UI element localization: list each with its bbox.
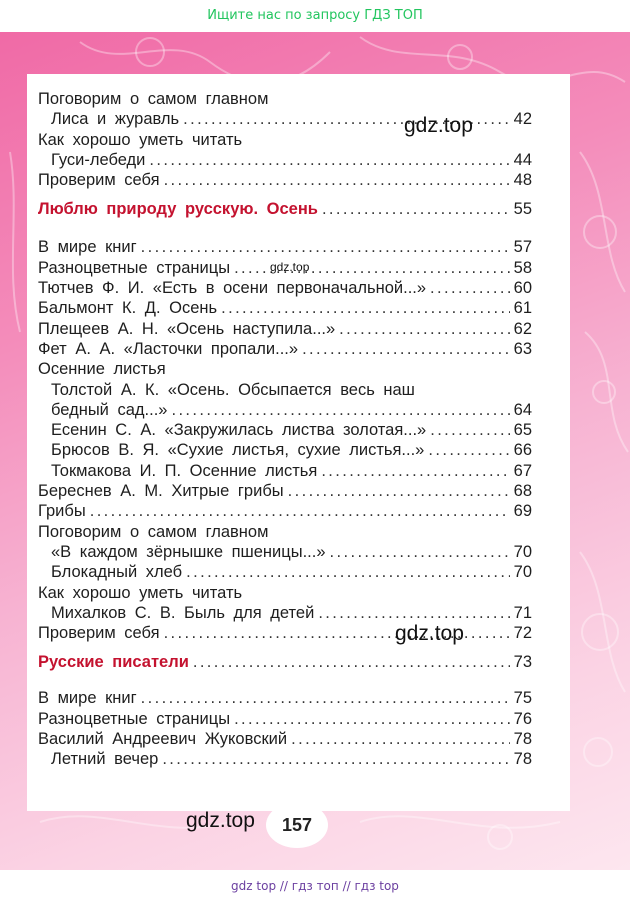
toc-entry [38, 340, 532, 360]
bottom-banner-text: gdz top // гдз топ // гдз top [231, 879, 399, 893]
dot-leader [430, 279, 510, 298]
toc-page: 48 [513, 171, 532, 190]
dot-leader [141, 238, 510, 257]
dot-leader [221, 299, 510, 318]
bottom-banner [0, 870, 630, 903]
toc-title: Василий Андреевич Жуковский [38, 730, 288, 749]
section-title: Люблю природу русскую. Осень [38, 200, 318, 219]
toc-page: 76 [513, 709, 532, 728]
toc-entry [38, 381, 532, 401]
dot-leader [288, 482, 510, 501]
toc-title: Поговорим о самом главном [38, 522, 269, 541]
toc-page: 42 [513, 110, 532, 129]
toc-entry [38, 482, 532, 502]
toc-title: Лиса и журавль [51, 110, 180, 129]
toc-entry [38, 689, 532, 709]
toc-entry [38, 421, 532, 441]
toc-page: 57 [513, 238, 532, 257]
toc-page: 72 [513, 624, 532, 643]
toc-page: 60 [513, 279, 532, 298]
dot-leader [322, 200, 510, 219]
watermark: gdz.top [395, 622, 464, 645]
table-of-contents [38, 90, 532, 771]
watermark: gdz.top [270, 260, 310, 274]
toc-page: 70 [513, 542, 532, 561]
toc-entry [38, 441, 532, 461]
toc-entry [38, 238, 532, 258]
toc-title: Токмакова И. П. Осенние листья [51, 461, 318, 480]
section-title: Русские писатели [38, 653, 189, 672]
toc-title: Есенин С. А. «Закружилась листва золотая...» [51, 421, 427, 440]
toc-page: 58 [513, 258, 532, 277]
dot-leader [164, 171, 510, 190]
toc-title: Проверим себя [38, 624, 160, 643]
dot-leader [234, 710, 510, 729]
toc-title: Как хорошо уметь читать [38, 583, 243, 602]
toc-title: Разноцветные страницы [38, 709, 231, 728]
toc-entry [38, 401, 532, 421]
toc-entry [38, 543, 532, 563]
page-number: 157 [266, 802, 328, 848]
dot-leader [428, 441, 509, 460]
toc-title: Грибы [38, 502, 86, 521]
toc-entry [38, 710, 532, 730]
toc-title: Поговорим о самом главном [38, 90, 269, 108]
toc-title: Брюсов В. Я. «Сухие листья, сухие листья...» [51, 441, 425, 460]
dot-leader [430, 421, 509, 440]
toc-title: В мире книг [38, 238, 137, 257]
toc-title: Михалков С. В. Быль для детей [51, 603, 315, 622]
dot-leader [321, 462, 509, 481]
toc-page: 64 [513, 400, 532, 419]
toc-entry [38, 279, 532, 299]
toc-title: Гуси-лебеди [51, 150, 146, 169]
toc-title: Фет А. А. «Ласточки пропали...» [38, 339, 299, 358]
toc-page: 61 [513, 299, 532, 318]
toc-page: 67 [513, 461, 532, 480]
toc-page: 69 [513, 502, 532, 521]
toc-page: 75 [513, 689, 532, 708]
toc-title: Проверим себя [38, 171, 160, 190]
toc-entry [38, 171, 532, 191]
toc-title: бедный сад...» [51, 400, 168, 419]
toc-section-heading [38, 200, 532, 222]
dot-leader [291, 730, 510, 749]
toc-entry [38, 299, 532, 319]
toc-page: 68 [513, 482, 532, 501]
toc-title: Бальмонт К. Д. Осень [38, 299, 218, 318]
toc-page: 55 [513, 200, 532, 219]
watermark: gdz.top [404, 114, 473, 137]
toc-title: «В каждом зёрнышке пшеницы...» [51, 542, 326, 561]
toc-entry [38, 563, 532, 583]
toc-title: Береснев А. М. Хитрые грибы [38, 482, 284, 501]
dot-leader [162, 750, 509, 769]
dot-leader [171, 401, 509, 420]
toc-entry [38, 730, 532, 750]
dot-leader [141, 689, 510, 708]
toc-title: Тютчев Ф. И. «Есть в осени первоначальной...» [38, 279, 427, 298]
toc-entry [38, 360, 532, 380]
toc-entry [38, 151, 532, 171]
toc-entry [38, 502, 532, 522]
toc-entry [38, 750, 532, 770]
toc-page: 71 [513, 603, 532, 622]
top-banner-text: Ищите нас по запросу ГДЗ ТОП [207, 8, 423, 23]
toc-page: 66 [513, 441, 532, 460]
dot-leader [318, 604, 509, 623]
toc-entry [38, 523, 532, 543]
toc-entry [38, 462, 532, 482]
toc-entry [38, 584, 532, 604]
dot-leader [90, 502, 510, 521]
toc-title: Блокадный хлеб [51, 563, 183, 582]
toc-page: 78 [513, 750, 532, 769]
toc-page: 70 [513, 563, 532, 582]
toc-title: Толстой А. К. «Осень. Обсыпается весь наш [51, 380, 415, 399]
toc-page: 73 [513, 653, 532, 672]
watermark: gdz.top [186, 809, 255, 832]
dot-leader [193, 653, 510, 672]
toc-entry [38, 320, 532, 340]
toc-page: 63 [513, 339, 532, 358]
dot-leader [330, 543, 510, 562]
toc-section-heading [38, 653, 532, 675]
book-page [0, 32, 630, 870]
toc-title: Плещеев А. Н. «Осень наступила...» [38, 319, 336, 338]
toc-page: 44 [513, 150, 532, 169]
dot-leader [149, 151, 509, 170]
toc-title: Разноцветные страницы [38, 258, 231, 277]
dot-leader [339, 320, 509, 339]
dot-leader [302, 340, 510, 359]
toc-page: 62 [513, 319, 532, 338]
toc-title: Осенние листья [38, 360, 166, 379]
toc-page: 65 [513, 421, 532, 440]
toc-title: Как хорошо уметь читать [38, 130, 243, 149]
dot-leader [186, 563, 510, 582]
toc-page: 78 [513, 730, 532, 749]
top-banner [0, 0, 630, 32]
toc-title: В мире книг [38, 689, 137, 708]
toc-entry [38, 90, 532, 110]
toc-title: Летний вечер [51, 750, 159, 769]
